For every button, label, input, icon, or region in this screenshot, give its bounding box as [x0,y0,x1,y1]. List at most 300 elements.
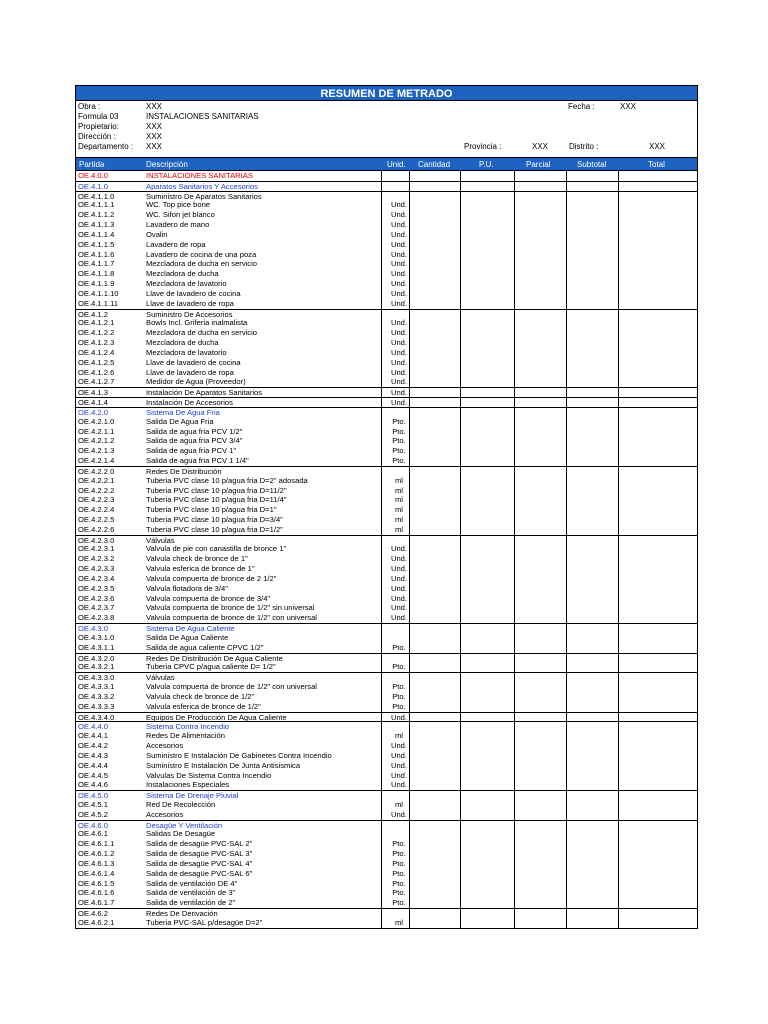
row-code: OE.4.1.1.0 [78,191,115,201]
table-row [76,289,697,299]
row-description: Salidas De Desagüe [146,829,216,839]
row-unit: Und. [390,298,408,308]
row-unit: Und. [390,377,408,387]
row-unit: Und. [390,269,408,279]
row-code: OE.4.4.6 [78,780,108,790]
row-description: Salida de desagüe PVC-SAL 3" [146,849,253,859]
row-description: Instalación De Aparatos Sanitarios [146,388,263,398]
table-row [76,417,697,427]
row-unit: ml [394,485,403,495]
row-description: Tuberia PVC clase 10 p/agua fria D=1/2" [146,524,283,534]
row-description: Valvula check de bronce de 1" [146,554,248,564]
row-code: OE.4.3.1.0 [78,632,115,642]
table-row [76,888,697,898]
row-code: OE.4.6.1.2 [78,849,115,859]
row-description: Tuberia PVC clase 10 p/agua fria D=2" adosada [146,475,308,485]
row-code: OE.4.2.3.3 [78,564,115,574]
row-code: OE.4.2.2.0 [78,466,115,476]
project-info [75,101,698,157]
row-unit: Pto. [392,868,406,878]
row-code: OE.4.2.3.7 [78,603,115,613]
row-unit: Pto. [392,456,406,466]
row-description: Ovalin [146,229,168,239]
row-description: Salida de desagüe PVC-SAL 6" [146,868,253,878]
row-description: Valvula compuerta de bronce de 1/2" sin universal [146,603,315,613]
row-code: OE.4.1.1.5 [78,239,115,249]
row-unit: Pto. [392,858,406,868]
row-code: OE.4.2.1.0 [78,416,115,426]
table-row [76,515,697,525]
row-description: Salida De Agua Caliente [146,632,229,642]
row-description: Salida de agua fria PCV 3/4" [146,436,243,446]
provincia-label: Provincia : [464,142,502,151]
table-row [76,839,697,849]
row-description: Redes De Alimentación [146,731,225,741]
row-code: OE.4.1.2.5 [78,357,115,367]
metrado-sheet [75,85,698,929]
row-description: Lavadero de cocina de una poza [146,249,257,259]
row-description: Tuberia PVC clase 10 p/agua fria D=1" [146,505,277,515]
table-row [76,181,697,191]
col-unid: Unid. [387,160,406,169]
table-row [76,525,697,535]
row-description: Redes De Distribución [146,466,222,476]
row-code: OE.4.2.3.4 [78,573,115,583]
col-cantidad: Cantidad [418,160,451,169]
row-description: Sistema De Agua Fria [146,407,220,417]
row-description: Desagüe Y Ventilación [146,820,223,830]
departamento-label: Departamento : [78,142,134,151]
row-description: Valvulas De Sistema Contra Incendio [146,770,272,780]
row-unit: ml [394,495,403,505]
table-row [76,584,697,594]
row-unit: Und. [390,593,408,603]
table-row [76,810,697,820]
table-row [76,898,697,908]
table-row [76,859,697,869]
row-description: Llave de lavadero de ropa [146,298,234,308]
row-unit: Und. [390,603,408,613]
row-unit: Und. [390,741,408,751]
row-description: Valvula check de bronce de 1/2" [146,691,255,701]
row-unit: Pto. [392,888,406,898]
row-unit: Pto. [392,436,406,446]
row-code: OE.4.6.1.4 [78,868,115,878]
row-code: OE.4.2.2.6 [78,524,115,534]
row-description: Lavadero de mano [146,220,210,230]
row-code: OE.4.1.1.7 [78,259,115,269]
row-description: Llave de lavadero de cocina [146,357,241,367]
row-code: OE.4.6.1 [78,829,108,839]
table-row [76,918,697,928]
row-code: OE.4.2.3.0 [78,535,115,545]
row-description: Accesorios [146,809,184,819]
table-row [76,368,697,378]
row-description: Salida de agua fria PCV 1 1/4" [146,456,249,466]
formula-label: Formula 03 [78,112,119,121]
row-code: OE.4.5.1 [78,800,108,809]
row-unit: Pto. [392,682,406,692]
row-unit: Und. [390,249,408,259]
row-code: OE.4.1.1.10 [78,288,119,298]
row-code: OE.4.1.4 [78,398,108,408]
row-unit: Und. [390,583,408,593]
table-row [76,259,697,269]
obra-value: XXX [146,102,163,111]
row-description: Llave de lavadero de ropa [146,367,234,377]
row-description: Salida de ventilación DE 4" [146,878,238,888]
table-row [76,653,697,663]
row-code: OE.4.2.2.1 [78,475,115,485]
row-code: OE.4.1.3 [78,388,108,398]
table-row [76,623,697,633]
row-description: Mezcladora de ducha en servicio [146,259,258,269]
table-row [76,358,697,368]
propietario-label: Propietario: [78,122,119,131]
row-code: OE.4.6.1.5 [78,878,115,888]
row-code: OE.4.2.3.5 [78,583,115,593]
row-unit: Und. [390,288,408,298]
row-unit: Und. [390,367,408,377]
table-row [76,869,697,879]
row-unit: ml [394,800,403,809]
row-unit: Pto. [392,701,406,711]
row-description: Aparatos Sanitarios Y Accesorios [146,181,258,191]
table-row [76,171,697,181]
table-row [76,348,697,358]
row-description: Salida de desagüe PVC-SAL 2" [146,839,253,849]
table-row [76,800,697,810]
row-code: OE.4.2.3.8 [78,613,115,623]
row-description: Valvula flotadora de 3/4" [146,583,228,593]
table-row [76,476,697,486]
row-code: OE.4.3.3.3 [78,701,115,711]
row-description: Suministro De Aparatos Sanitarios [146,191,262,201]
row-unit: Pto. [392,416,406,426]
table-row [76,780,697,790]
table-row [76,662,697,672]
row-code: OE.4.2.2.4 [78,505,115,515]
row-description: WC. Top pice bone [146,200,211,210]
row-unit: Und. [390,200,408,210]
row-unit: Und. [390,357,408,367]
row-code: OE.4.6.2.1 [78,917,115,927]
info-row-direccion [78,132,693,142]
row-description: WC. Sifon jet blanco [146,210,215,220]
row-description: Salida de agua fria PCV 1" [146,446,237,456]
table-row [76,397,697,407]
table-row [76,603,697,613]
row-code: OE.4.3.3.2 [78,691,115,701]
row-code: OE.4.1.1.9 [78,279,115,289]
row-description: Valvula compuerta de bronce de 1/2" con universal [146,682,317,692]
table-row [76,338,697,348]
row-description: Sistema De Drenaje Pluvial [146,791,239,801]
direccion-label: Dirección : [78,132,116,141]
table-row [76,427,697,437]
table-row [76,613,697,623]
table-row [76,879,697,889]
row-description: Mezcladora de lavatorio [146,347,227,357]
table-row [76,564,697,574]
row-unit: Und. [390,398,408,408]
row-description: Equipos De Producción De Agua Caliente [146,712,287,722]
row-code: OE.4.1.1.2 [78,210,115,220]
col-pu: P.U. [479,160,494,169]
row-unit: Und. [390,210,408,220]
row-code: OE.4.6.0 [78,820,108,830]
row-unit: Und. [390,770,408,780]
row-description: Salida de ventilación de 3" [146,888,236,898]
row-description: Salida de ventilación de 2" [146,898,236,908]
row-unit: Und. [390,318,408,328]
row-code: OE.4.1.2.2 [78,328,115,338]
row-unit: Und. [390,809,408,819]
row-description: Salida de desagüe PVC-SAL 4" [146,858,253,868]
row-description: Lavadero de ropa [146,239,206,249]
table-row [76,712,697,722]
row-description: Valvula compuerta de bronce de 2 1/2" [146,573,277,583]
row-description: Redes De Distribución De Agua Caliente [146,653,283,663]
info-row-departamento [78,142,693,152]
row-unit: Pto. [392,849,406,859]
row-description: Mezcladora de ducha en servicio [146,328,258,338]
table-row [76,761,697,771]
row-code: OE.4.6.1.6 [78,888,115,898]
row-code: OE.4.4.4 [78,760,108,770]
distrito-label: Distrito : [569,142,599,151]
departamento-value: XXX [146,142,163,151]
sheet-title: RESUMEN DE METRADO [75,85,698,101]
table-row [76,456,697,466]
table-row [76,505,697,515]
table-row [76,200,697,210]
table-row [76,407,697,417]
row-unit: ml [394,475,403,485]
table-row [76,486,697,496]
table-row [76,731,697,741]
row-unit: ml [394,505,403,515]
row-description: Redes De Derivación [146,909,218,919]
table-row [76,387,697,397]
col-total: Total [648,160,665,169]
table-row [76,721,697,731]
row-unit: Und. [390,338,408,348]
table-row [76,377,697,387]
row-unit: Pto. [392,642,406,652]
table-row [76,309,697,319]
row-description: Mezcladora de ducha [146,269,219,279]
row-code: OE.4.1.1.6 [78,249,115,259]
table-row [76,771,697,781]
row-code: OE.4.6.1.1 [78,839,115,849]
table-row [76,210,697,220]
row-unit: Und. [390,750,408,760]
row-description: Salida De Agua Fria [146,416,214,426]
row-unit: Und. [390,544,408,554]
table-row [76,790,697,800]
table-row [76,849,697,859]
row-unit: Und. [390,239,408,249]
table-row [76,279,697,289]
row-description: Mezcladora de ducha [146,338,219,348]
row-code: OE.4.1.1.1 [78,200,115,210]
row-description: Valvula esferica de bronce de 1/2" [146,701,261,711]
row-unit: Pto. [392,662,406,672]
row-unit: ml [394,731,403,741]
row-description: Valvula compuerta de bronce de 1/2" con universal [146,613,317,623]
row-unit: Pto. [392,426,406,436]
row-description: Mezcladora de lavatorio [146,279,227,289]
row-unit: Und. [390,388,408,398]
row-unit: Und. [390,712,408,722]
row-code: OE.4.3.2.0 [78,653,115,663]
table-row [76,820,697,830]
table-row [76,574,697,584]
table-row [76,594,697,604]
row-code: OE.4.4.0 [78,722,108,732]
row-code: OE.4.1.1.4 [78,229,115,239]
row-unit: Und. [390,259,408,269]
table-row [76,643,697,653]
row-unit: Und. [390,229,408,239]
row-code: OE.4.2.1.3 [78,446,115,456]
row-unit: Und. [390,220,408,230]
col-subtotal: Subtotal [577,160,607,169]
row-description: Valvula esferica de bronce de 1" [146,564,255,574]
row-code: OE.4.1.2.6 [78,367,115,377]
row-unit: Pto. [392,446,406,456]
table-row [76,535,697,545]
table-row [76,220,697,230]
table-row [76,446,697,456]
table-row [76,466,697,476]
row-description: Válvulas [146,673,175,683]
row-code: OE.4.1.2.4 [78,347,115,357]
obra-label: Obra : [78,102,101,111]
fecha-value: XXX [620,102,637,111]
row-code: OE.4.4.5 [78,770,108,780]
table-row [76,751,697,761]
row-description: Tuberia CPVC p/agua caliente D= 1/2" [146,662,276,672]
row-unit: Pto. [392,839,406,849]
table-row [76,741,697,751]
row-code: OE.4.2.1.2 [78,436,115,446]
row-code: OE.4.4.3 [78,750,108,760]
table-row [76,544,697,554]
row-code: OE.4.3.1.1 [78,642,115,652]
row-code: OE.4.3.0 [78,624,108,634]
table-row [76,318,697,328]
row-unit: Und. [390,347,408,357]
row-code: OE.4.1.1.3 [78,220,115,230]
row-code: OE.4.6.1.7 [78,898,115,908]
row-description: Accesorios [146,741,184,751]
table-row [76,436,697,446]
row-code: OE.4.3.3.0 [78,673,115,683]
provincia-value: XXX [532,142,549,151]
row-code: OE.4.6.1.3 [78,858,115,868]
row-code: OE.4.1.1.8 [78,269,115,279]
row-description: INSTALACIONES SANITARIAS [146,171,253,180]
table-row [76,299,697,309]
row-description: Instalaciones Especiales [146,780,230,790]
row-code: OE.4.3.3.1 [78,682,115,692]
row-unit: Und. [390,573,408,583]
col-descripcion: Descripción [146,160,188,169]
table-row [76,908,697,918]
row-unit: Und. [390,564,408,574]
table-row [76,269,697,279]
direccion-value: XXX [146,132,163,141]
row-code: OE.4.1.2.1 [78,318,115,328]
table-row [76,702,697,712]
row-code: OE.4.3.2.1 [78,662,115,672]
column-header [75,157,698,171]
row-unit: Pto. [392,691,406,701]
row-unit: Pto. [392,878,406,888]
table-row [76,230,697,240]
row-description: Instalación De Accesorios [146,398,233,408]
row-unit: Und. [390,279,408,289]
row-unit: Und. [390,760,408,770]
table-row [76,682,697,692]
row-code: OE.4.1.2.3 [78,338,115,348]
row-unit: ml [394,524,403,534]
row-unit: Und. [390,554,408,564]
row-unit: Und. [390,613,408,623]
items-table [75,171,698,929]
row-description: Salida de agua fria PCV 1/2" [146,426,243,436]
row-description: Bowls Incl. Griferia inalmalista [146,318,248,328]
distrito-value: XXX [649,142,666,151]
row-description: Sistema Contra Incendio [146,722,230,732]
info-row-obra [78,102,693,112]
row-description: Red De Recolección [146,800,216,809]
row-description: Suministro De Accesorios [146,309,233,319]
row-code: OE.4.1.1.11 [78,298,118,308]
row-code: OE.4.2.2.2 [78,485,115,495]
table-row [76,328,697,338]
formula-value: INSTALACIONES SANITARIAS [146,112,259,121]
info-row-propietario [78,122,693,132]
row-code: OE.4.0.0 [78,171,108,180]
row-code: OE.4.2.3.1 [78,544,115,554]
table-row [76,692,697,702]
row-description: Tuberia PVC clase 10 p/agua fria D=3/4" [146,514,283,524]
row-code: OE.4.1.0 [78,181,108,191]
row-description: Sistema De Agua Caliente [146,624,235,634]
row-description: Salida de agua caliente CPVC 1/2" [146,642,264,652]
row-description: Suministro E Instalación De Junta Antisismica [146,760,301,770]
row-description: Valvula de pie con canastilla de bronce 1" [146,544,287,554]
row-description: Llave de lavadero de cocina [146,288,241,298]
row-description: Valvula compuerta de bronce de 3/4" [146,593,271,603]
row-code: OE.4.2.1.4 [78,456,115,466]
row-unit: Und. [390,328,408,338]
row-code: OE.4.1.2 [78,309,108,319]
row-code: OE.4.5.2 [78,809,108,819]
row-description: Tuberia PVC clase 10 p/agua fria D=11/4" [146,495,287,505]
table-row [76,191,697,201]
table-row [76,250,697,260]
row-code: OE.4.2.1.1 [78,426,115,436]
table-row [76,672,697,682]
row-code: OE.4.4.2 [78,741,108,751]
info-row-formula [78,112,693,122]
table-row [76,633,697,643]
col-parcial: Parcial [526,160,551,169]
